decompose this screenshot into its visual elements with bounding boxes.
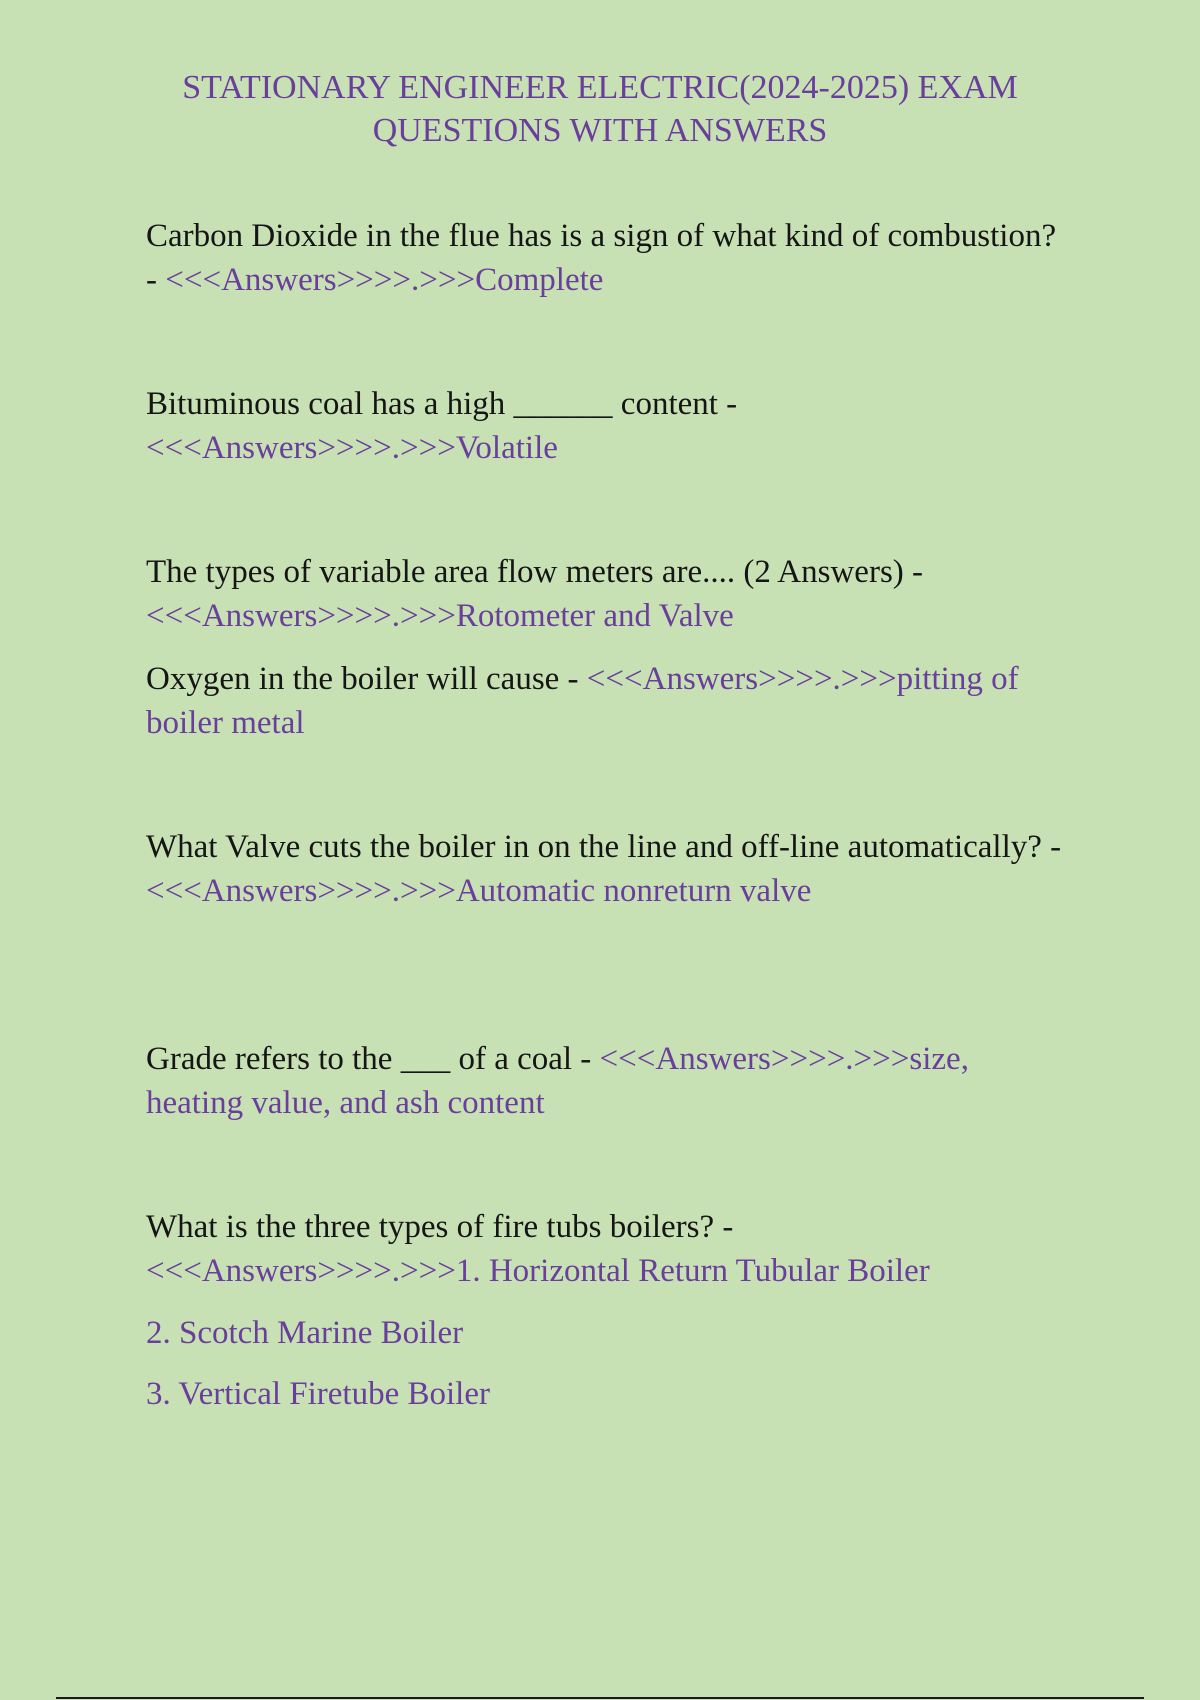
question-text: Grade refers to the ___ of a coal - [146,1041,600,1077]
answer-text: <<<Answers>>>>.>>>Automatic nonreturn valve [146,873,812,909]
answer-text: <<<Answers>>>>.>>>Complete [165,262,604,298]
answer-list-item: 2. Scotch Marine Boiler [146,1315,464,1351]
qa-item-2 [146,382,1066,470]
answer-text: <<<Answers>>>>.>>>size, heating value, and ash content [146,1041,969,1121]
answer-text: <<<Answers>>>>.>>>Rotometer and Valve [146,598,734,634]
qa-item-1 [146,214,1066,302]
footer-rule [56,1697,1144,1699]
answer-text: <<<Answers>>>>.>>>pitting of boiler metal [146,661,1019,741]
qa-item-7 [146,1205,1066,1293]
qa-item-5 [146,825,1066,913]
question-text: What is the three types of fire tubs boilers? - [146,1209,734,1245]
answer-text: <<<Answers>>>>.>>>1. Horizontal Return Tubular Boiler [146,1253,930,1289]
question-text: What Valve cuts the boiler in on the line and off-line automatically? - [146,829,1062,865]
question-text: Bituminous coal has a high ______ content - [146,386,738,422]
answer-text: <<<Answers>>>>.>>>Volatile [146,430,558,466]
qa-item-4 [146,657,1066,745]
question-text: Oxygen in the boiler will cause - [146,661,587,697]
question-text: Carbon Dioxide in the flue has is a sign of what kind of combustion? - [146,218,1057,298]
answer-list-item: 3. Vertical Firetube Boiler [146,1376,490,1412]
question-text: The types of variable area flow meters are.... (2 Answers) - [146,554,924,590]
qa-item-3 [146,550,1066,638]
document-title: STATIONARY ENGINEER ELECTRIC(2024-2025) EXAM QUESTIONS WITH ANSWERS [182,69,1018,149]
qa-item-6 [146,1037,1066,1125]
